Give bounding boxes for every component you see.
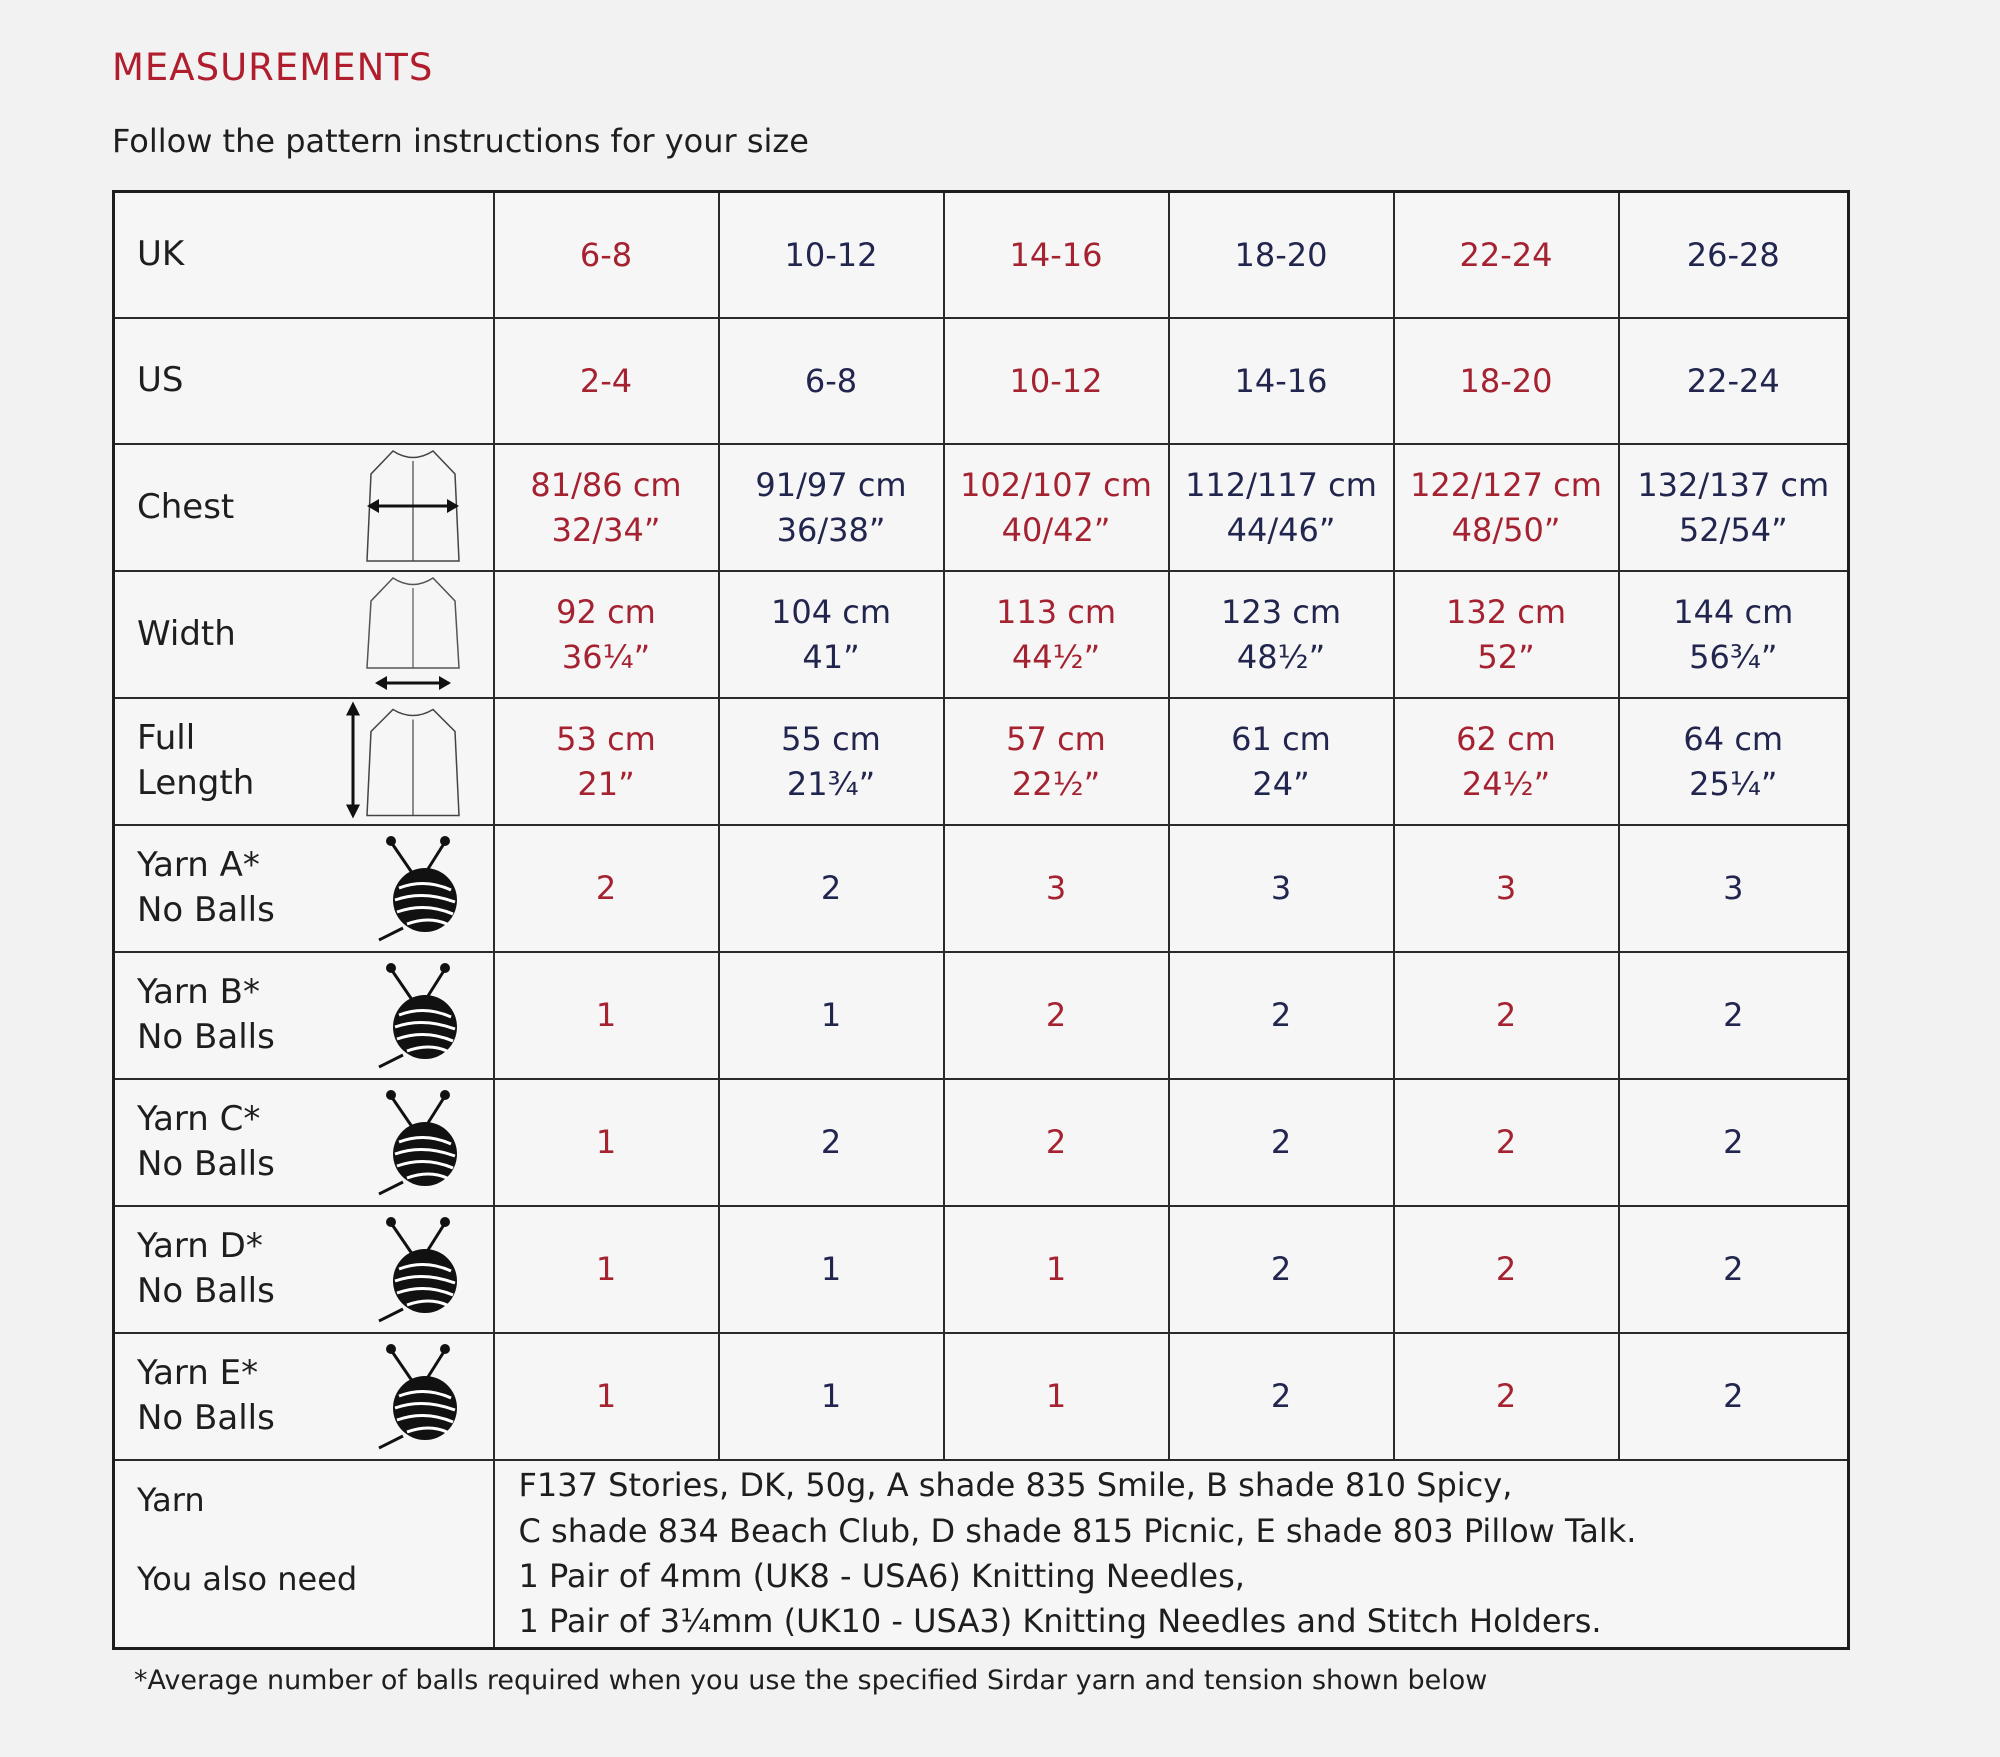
cell-value: 53 cm (556, 719, 656, 758)
table-cell (1619, 1333, 1849, 1460)
cell-value: 102/107 cm (960, 465, 1152, 504)
table-cell (494, 318, 719, 444)
table-cell (1619, 952, 1849, 1079)
yarn-info-cell (494, 1460, 1849, 1649)
spacer (137, 1522, 357, 1558)
table-cell (944, 952, 1169, 1079)
cell-value: 104 cm (770, 592, 891, 631)
table-cell (719, 698, 944, 825)
cell-value: 14-16 (1234, 361, 1328, 400)
table-cell (944, 1079, 1169, 1206)
also-need-label: You also need (137, 1560, 358, 1599)
row-label-cell (114, 1333, 494, 1460)
row-label-line: Yarn B* (137, 971, 260, 1012)
yarn-info-line: 1 Pair of 3¼mm (UK10 - USA3) Knitting Needles and Stitch Holders. (518, 1602, 1602, 1641)
yarn-ball-icon (373, 959, 463, 1073)
cell-value: 61 cm (1231, 719, 1331, 758)
cell-value: 2 (595, 869, 617, 908)
yarn-row (114, 1460, 1849, 1649)
cell-value: 1 (820, 1250, 842, 1289)
table-row (114, 952, 1849, 1079)
yarn-info-line: 1 Pair of 4mm (UK8 - USA6) Knitting Needles, (518, 1557, 1245, 1595)
cell-value: 48/50” (1451, 510, 1561, 549)
cell-value: 2 (1495, 996, 1517, 1035)
table-cell (719, 192, 944, 319)
cell-value: 144 cm (1673, 592, 1794, 631)
cell-value: 56¾” (1689, 637, 1778, 676)
cell-value: 2 (820, 1123, 842, 1162)
cell-value: 1 (1045, 1377, 1067, 1416)
cell-value: 1 (595, 1377, 617, 1416)
cell-value: 22½” (1011, 764, 1101, 803)
width-measure-icon (363, 573, 463, 697)
cell-value: 1 (595, 1250, 617, 1289)
table-cell (1619, 192, 1849, 319)
cell-value: 92 cm (556, 592, 656, 631)
row-label (137, 232, 184, 278)
cell-value: 3 (1270, 869, 1292, 908)
cell-value: 36/38” (776, 510, 886, 549)
row-label-cell (114, 318, 494, 444)
cell-value: 2 (1495, 1377, 1517, 1416)
table-cell (719, 444, 944, 571)
cell-value: 2 (820, 869, 842, 908)
cell-value: 55 cm (781, 719, 881, 758)
cell-value: 112/117 cm (1185, 465, 1377, 504)
table-row (114, 571, 1849, 698)
cell-value: 1 (820, 996, 842, 1035)
table-cell (1169, 192, 1394, 319)
table-cell (1169, 1333, 1394, 1460)
row-label (137, 485, 234, 531)
cell-value: 22-24 (1459, 235, 1553, 274)
cell-value: 2 (1270, 1250, 1292, 1289)
chest-measure-icon (363, 446, 463, 570)
table-cell (1619, 1079, 1849, 1206)
table-cell (1394, 318, 1619, 444)
row-label-line: Yarn D* (137, 1225, 263, 1266)
table-cell (1169, 444, 1394, 571)
row-label (137, 1224, 275, 1316)
table-row (114, 1079, 1849, 1206)
table-cell (494, 825, 719, 952)
table-row (114, 825, 1849, 952)
measurements-table (112, 190, 1850, 1650)
table-cell (1394, 825, 1619, 952)
row-label-line: No Balls (137, 1017, 275, 1058)
cell-value: 52” (1477, 637, 1535, 676)
cell-value: 48½” (1236, 637, 1326, 676)
table-cell (719, 825, 944, 952)
cell-value: 44½” (1011, 637, 1101, 676)
cell-value: 2 (1270, 1377, 1292, 1416)
cell-value: 91/97 cm (755, 465, 907, 504)
row-label-line: Width (137, 613, 236, 654)
yarn-ball-icon (373, 832, 463, 946)
cell-value: 41” (802, 637, 860, 676)
table-cell (1619, 1206, 1849, 1333)
row-label-line: Length (137, 763, 255, 804)
cell-value: 10-12 (784, 235, 878, 274)
cell-value: 122/127 cm (1410, 465, 1602, 504)
row-label-cell (114, 444, 494, 571)
table-cell (1619, 571, 1849, 698)
row-label (137, 1351, 275, 1443)
row-label-cell (114, 952, 494, 1079)
length-measure-icon (343, 697, 463, 826)
cell-value: 64 cm (1683, 719, 1784, 758)
table-cell (1619, 698, 1849, 825)
cell-value: 21¾” (786, 764, 876, 803)
row-label-cell (114, 571, 494, 698)
cell-value: 6-8 (579, 235, 633, 274)
row-label-line: Chest (137, 486, 235, 527)
row-label-line: US (137, 360, 184, 401)
cell-value: 18-20 (1459, 361, 1553, 400)
cell-value: 2 (1045, 996, 1067, 1035)
table-cell (944, 1333, 1169, 1460)
page-subtitle: Follow the pattern instructions for your size (112, 122, 809, 160)
table-cell (944, 571, 1169, 698)
row-label (137, 1097, 275, 1189)
yarn-ball-icon (373, 1213, 463, 1327)
table-cell (494, 571, 719, 698)
table-cell (944, 825, 1169, 952)
cell-value: 1 (820, 1377, 842, 1416)
table-cell (1394, 952, 1619, 1079)
yarn-ball-icon (373, 1340, 463, 1454)
table-row (114, 318, 1849, 444)
row-label-cell (114, 825, 494, 952)
table-cell (494, 444, 719, 571)
cell-value: 25¼” (1689, 764, 1778, 803)
cell-value: 3 (1045, 869, 1067, 908)
table-cell (944, 192, 1169, 319)
table-cell (1169, 571, 1394, 698)
footnote: *Average number of balls required when you use the specified Sirdar yarn and tension shown below (134, 1665, 1488, 1696)
yarn-label: Yarn (137, 1481, 205, 1519)
cell-value: 14-16 (1009, 235, 1103, 274)
table-cell (1394, 1333, 1619, 1460)
row-label (137, 843, 275, 935)
cell-value: 2 (1723, 1377, 1744, 1416)
cell-value: 6-8 (804, 361, 858, 400)
cell-value: 113 cm (995, 592, 1116, 631)
table-cell (1619, 825, 1849, 952)
cell-value: 22-24 (1686, 361, 1780, 400)
table-row (114, 1333, 1849, 1460)
table-cell (1619, 318, 1849, 444)
cell-value: 81/86 cm (530, 465, 682, 504)
cell-value: 2 (1723, 996, 1744, 1035)
row-label-line: Full (137, 717, 196, 758)
yarn-info-line: C shade 834 Beach Club, D shade 815 Picnic, E shade 803 Pillow Talk. (518, 1511, 1637, 1550)
row-label-line: Yarn C* (137, 1098, 261, 1139)
table-cell (1169, 1079, 1394, 1206)
yarn-labels (137, 1479, 357, 1601)
cell-value: 26-28 (1686, 235, 1780, 274)
table-row (114, 1206, 1849, 1333)
table-cell (494, 1333, 719, 1460)
cell-value: 2-4 (579, 361, 633, 400)
table-row (114, 698, 1849, 825)
table-cell (494, 1079, 719, 1206)
row-label-line: UK (137, 234, 185, 275)
yarn-info-line: F137 Stories, DK, 50g, A shade 835 Smile, B shade 810 Spicy, (518, 1466, 1513, 1505)
cell-value: 1 (1045, 1250, 1067, 1289)
table-cell (1169, 698, 1394, 825)
cell-value: 2 (1495, 1250, 1517, 1289)
table-cell (494, 192, 719, 319)
table-cell (1619, 444, 1849, 571)
row-label-cell (114, 1079, 494, 1206)
table-cell (944, 698, 1169, 825)
table-cell (719, 1333, 944, 1460)
cell-value: 24” (1252, 764, 1310, 803)
table-cell (719, 952, 944, 1079)
table-cell (1394, 698, 1619, 825)
table-cell (494, 952, 719, 1079)
table-cell (1394, 444, 1619, 571)
table-cell (1394, 1206, 1619, 1333)
table-cell (1169, 825, 1394, 952)
row-label-line: Yarn A* (137, 844, 260, 885)
cell-value: 21” (577, 764, 635, 803)
cell-value: 2 (1045, 1123, 1067, 1162)
table-cell (944, 1206, 1169, 1333)
table-cell (1169, 318, 1394, 444)
row-label (137, 970, 275, 1062)
table-cell (944, 318, 1169, 444)
cell-value: 2 (1270, 1123, 1292, 1162)
table-row (114, 444, 1849, 571)
cell-value: 52/54” (1678, 510, 1788, 549)
table-cell (719, 1079, 944, 1206)
table-cell (1169, 952, 1394, 1079)
table-cell (1169, 1206, 1394, 1333)
cell-value: 123 cm (1220, 592, 1341, 631)
cell-value: 57 cm (1006, 719, 1106, 758)
table-row (114, 192, 1849, 319)
table-cell (494, 1206, 719, 1333)
row-label-cell (114, 698, 494, 825)
cell-value: 1 (595, 1123, 617, 1162)
cell-value: 2 (1723, 1123, 1744, 1162)
table-cell (494, 698, 719, 825)
cell-value: 36¼” (561, 637, 651, 676)
table-cell (719, 318, 944, 444)
row-label-cell (114, 192, 494, 319)
cell-value: 62 cm (1456, 719, 1556, 758)
cell-value: 24½” (1461, 764, 1551, 803)
row-label (137, 612, 236, 658)
cell-value: 10-12 (1009, 361, 1103, 400)
row-label (137, 358, 183, 404)
cell-value: 1 (595, 996, 617, 1035)
cell-value: 3 (1495, 869, 1517, 908)
table-cell (1394, 192, 1619, 319)
cell-value: 32/34” (551, 510, 661, 549)
row-label-line: No Balls (137, 1398, 275, 1439)
page-title: MEASUREMENTS (112, 46, 434, 89)
table-cell (719, 1206, 944, 1333)
cell-value: 44/46” (1226, 510, 1336, 549)
row-label (137, 716, 254, 808)
table-cell (1394, 1079, 1619, 1206)
table-cell (1394, 571, 1619, 698)
table-cell (944, 444, 1169, 571)
row-label-line: No Balls (137, 890, 275, 931)
cell-value: 132/137 cm (1637, 465, 1830, 504)
cell-value: 132 cm (1445, 592, 1566, 631)
cell-value: 18-20 (1234, 235, 1328, 274)
table-cell (719, 571, 944, 698)
yarn-ball-icon (373, 1086, 463, 1200)
yarn-label-cell (114, 1460, 494, 1649)
row-label-line: No Balls (137, 1144, 275, 1185)
cell-value: 2 (1723, 1250, 1744, 1289)
cell-value: 3 (1723, 869, 1744, 908)
row-label-line: No Balls (137, 1271, 275, 1312)
cell-value: 2 (1270, 996, 1292, 1035)
row-label-cell (114, 1206, 494, 1333)
row-label-line: Yarn E* (137, 1352, 259, 1393)
cell-value: 40/42” (1001, 510, 1111, 549)
cell-value: 2 (1495, 1123, 1517, 1162)
